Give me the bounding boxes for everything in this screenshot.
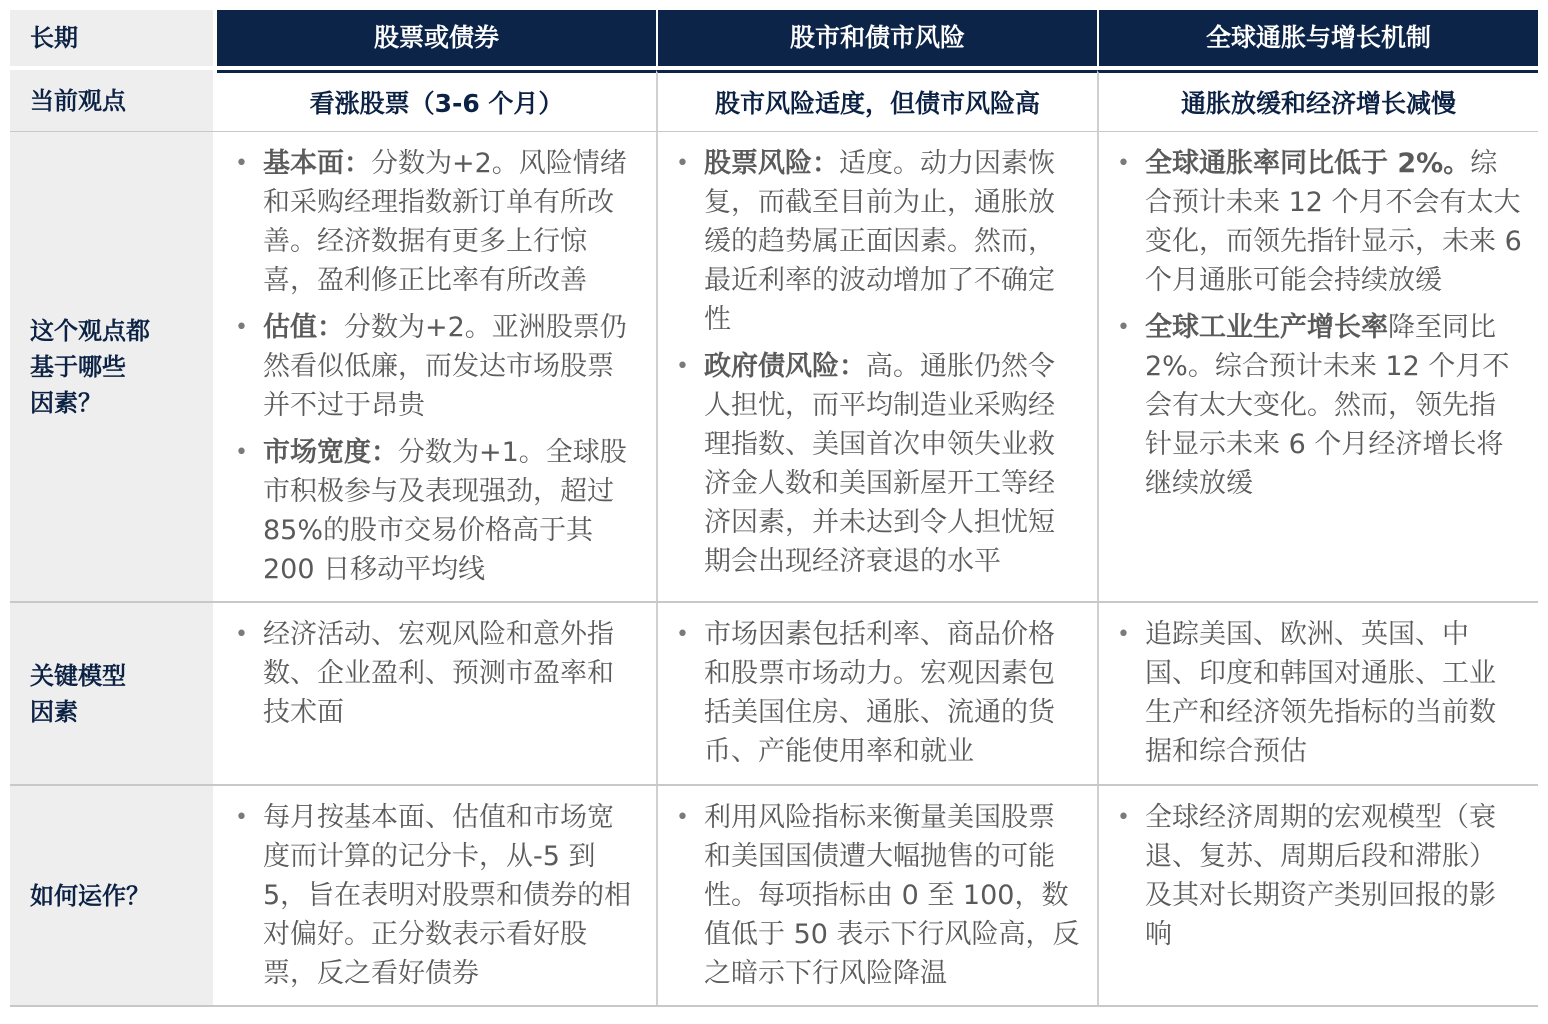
key-model-col1 xyxy=(217,603,656,784)
factors-col1 xyxy=(217,132,656,601)
header-col-inflation-growth: 全球通胀与增长机制 xyxy=(1099,10,1538,66)
key-model-label: 关键模型 因素 xyxy=(10,603,213,784)
current-view-col3: 通胀放缓和经济增长减慢 xyxy=(1097,70,1538,131)
list-item: • 政府债风险：高。通胀仍然令人担忧，而平均制造业采购经理指数、美国首次申领失业救济金人数和美国新屋开工等经济因素，并未达到令人担忧短期会出现经济衰退的水平 xyxy=(670,347,1081,581)
key-model-col2 xyxy=(656,603,1097,784)
factors-label: 这个观点都 基于哪些 因素？ xyxy=(10,132,213,601)
current-view-row xyxy=(10,70,1538,132)
key-model-col3 xyxy=(1097,603,1538,784)
list-item: • 市场宽度：分数为+1。全球股市积极参与及表现强劲，超过 85%的股市交易价格高于其 200 日移动平均线 xyxy=(229,433,640,589)
list-item: • 全球工业生产增长率降至同比 2%。综合预计未来 12 个月不会有太大变化。然而，领先指针显示未来 6 个月经济增长将继续放缓 xyxy=(1111,308,1522,503)
list-item: • 基本面：分数为+2。风险情绪和采购经理指数新订单有所改善。经济数据有更多上行惊喜，盈利修正比率有所改善 xyxy=(229,144,640,300)
strategy-table xyxy=(10,10,1538,1007)
current-view-col1: 看涨股票（3-6 个月） xyxy=(217,70,656,131)
how-it-works-row xyxy=(10,786,1538,1007)
factors-col3 xyxy=(1097,132,1538,601)
header-row xyxy=(10,10,1538,66)
list-item: • 股票风险：适度。动力因素恢复，而截至目前为止，通胀放缓的趋势属正面因素。然而，最近利率的波动增加了不确定性 xyxy=(670,144,1081,339)
how-it-works-col3 xyxy=(1097,786,1538,1005)
list-item: • 估值：分数为+2。亚洲股票仍然看似低廉，而发达市场股票并不过于昂贵 xyxy=(229,308,640,425)
factors-col2 xyxy=(656,132,1097,601)
header-label: 长期 xyxy=(10,10,213,66)
current-view-label: 当前观点 xyxy=(10,70,213,131)
factors-row xyxy=(10,132,1538,603)
list-item: • 市场因素包括利率、商品价格和股票市场动力。宏观因素包括美国住房、通胀、流通的货币、产能使用率和就业 xyxy=(670,615,1081,771)
header-col-equities-bonds: 股票或债券 xyxy=(217,10,656,66)
list-item: • 追踪美国、欧洲、英国、中国、印度和韩国对通胀、工业生产和经济领先指标的当前数据和综合预估 xyxy=(1111,615,1522,771)
list-item: • 利用风险指标来衡量美国股票和美国国债遭大幅抛售的可能性。每项指标由 0 至 100，数值低于 50 表示下行风险高，反之暗示下行风险降温 xyxy=(670,798,1081,993)
list-item: • 全球经济周期的宏观模型（衰退、复苏、周期后段和滞胀）及其对长期资产类别回报的影响 xyxy=(1111,798,1522,954)
how-it-works-col1 xyxy=(217,786,656,1005)
list-item: • 全球通胀率同比低于 2%。综合预计未来 12 个月不会有太大变化，而领先指针显示，未来 6 个月通胀可能会持续放缓 xyxy=(1111,144,1522,300)
how-it-works-label: 如何运作？ xyxy=(10,786,213,1005)
list-item: • 经济活动、宏观风险和意外指数、企业盈利、预测市盈率和技术面 xyxy=(229,615,640,732)
key-model-row xyxy=(10,603,1538,786)
how-it-works-col2 xyxy=(656,786,1097,1005)
current-view-col2: 股市风险适度，但债市风险高 xyxy=(656,70,1097,131)
list-item: • 每月按基本面、估值和市场宽度而计算的记分卡，从-5 到 5，旨在表明对股票和债券的相对偏好。正分数表示看好股票，反之看好债券 xyxy=(229,798,640,993)
header-col-market-risk: 股市和债市风险 xyxy=(658,10,1097,66)
